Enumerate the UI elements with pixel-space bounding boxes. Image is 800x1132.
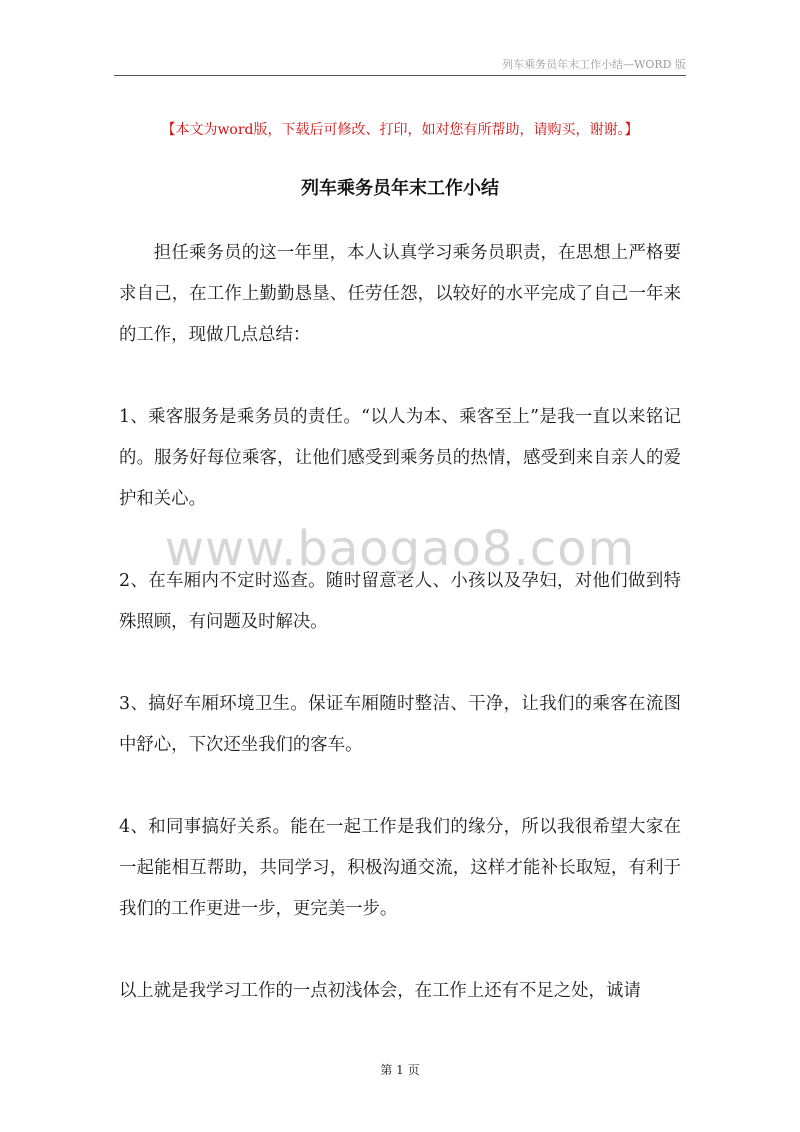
point-3-paragraph: 3、搞好车厢环境卫生。保证车厢随时整洁、干净，让我们的乘客在流图中舒心，下次还坐我们的客车。 bbox=[119, 694, 681, 755]
download-notice: 【本文为word版，下载后可修改、打印，如对您有所帮助，请购买，谢谢。】 bbox=[161, 122, 639, 138]
intro-paragraph: 担任乘务员的这一年里，本人认真学习乘务员职责，在思想上严格要求自己，在工作上勤勤恳垦、任劳任怨，以较好的水平完成了自己一年来的工作，现做几点总结： bbox=[119, 243, 681, 345]
document-title: 列车乘务员年末工作小结 bbox=[301, 178, 499, 199]
point-4-paragraph: 4、和同事搞好关系。能在一起工作是我们的缘分，所以我很希望大家在一起能相互帮助，共同学习，积极沟通交流，这样才能补长取短，有利于我们的工作更进一步，更完美一步。 bbox=[119, 817, 681, 919]
closing-paragraph: 以上就是我学习工作的一点初浅体会，在工作上还有不足之处，诚请 bbox=[119, 981, 641, 1001]
running-header: 列车乘务员年末工作小结—WORD 版 bbox=[502, 58, 686, 71]
point-2-paragraph: 2、在车厢内不定时巡查。随时留意老人、小孩以及孕妇，对他们做到特殊照顾，有问题及时解决。 bbox=[119, 571, 681, 632]
document-body bbox=[119, 233, 681, 1012]
header-divider bbox=[114, 75, 686, 76]
watermark: www.baogao8.com bbox=[164, 521, 636, 577]
point-1-paragraph: 1、乘客服务是乘务员的责任。“以人为本、乘客至上”是我一直以来铭记的。服务好每位乘客，让他们感受到乘务员的热情，感受到来自亲人的爱护和关心。 bbox=[119, 407, 681, 509]
page-number: 第 1 页 bbox=[380, 1063, 420, 1077]
